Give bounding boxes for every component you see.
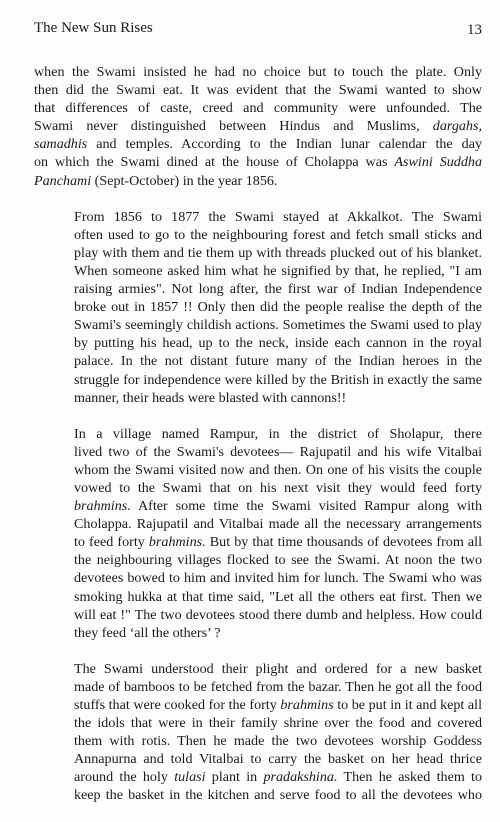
text-line: palace. In the not distant future many of the Indian heroes in the [74,353,482,370]
italic-term: Aswini Suddha [394,154,482,171]
text-line: devotees bowed to him and invited him for lunch. The Swami who was [74,570,482,587]
text-line: In a village named Rampur, in the district of Sholapur, there [74,425,482,442]
italic-term: samadhis [34,136,88,153]
italic-term: brahmins [280,697,334,713]
italic-term: dargahs, [432,118,482,135]
text-line: they feed ‘all the others’ ? [74,624,221,641]
running-head: The New Sun Rises [34,20,153,36]
text-line: around the holy tulasi plant in pradakshina. Then he asked them to [74,769,483,786]
text-line: Panchami (Sept-October) in the year 1856. [34,172,278,189]
paragraph-1 [34,63,482,190]
text-line: Annapurna and told Vitalbai to carry the basket on her head thrice [74,751,482,768]
text-line: when the Swami insisted he had no choice but to touch the plate. Only [34,64,482,80]
text-line: the idols that were in their family shrine over the food and covered [74,715,482,732]
italic-term: Panchami [34,172,92,189]
text-line: them with rotis. Then he made the two devotees worship Goddess [74,733,482,750]
text-line: Cholappa. Rajupatil and Vitalbai made all the necessary arrangements [74,516,482,533]
text-line: When someone asked him what he signified by that, he replied, "I am [74,262,482,279]
text-line: to feed forty brahmins. But by that time thousands of devotees from all [74,534,482,551]
text-line: that differences of caste, creed and community were unfounded. The [34,100,482,117]
paragraph-2 [34,208,482,407]
text-line: vowed to the Swami that on his next visit they would feed forty [74,479,482,496]
text-line: brahmins. After some time the Swami visited Rampur along with [74,498,482,515]
text-line: samadhis and temples. According to the Indian lunar calendar the day [34,136,482,153]
text-line: often used to go to the neighbouring forest and fetch small sticks and [74,226,482,243]
text-line: raising armies". Not long after, the first war of Indian Independence [74,281,482,298]
page-header [34,20,482,42]
paragraph-3 [34,425,482,642]
text-line: lived two of the Swami's devotees— Rajupatil and his wife Vitalbai [74,443,482,460]
text-line: struggle for independence were killed by the British in exactly the same [74,371,482,388]
text-line: will eat !" The two devotees stood there dumb and helpless. How could [74,606,482,623]
text-line: on which the Swami dined at the house of Cholappa was Aswini Suddha [34,154,482,171]
text-line: Swami never distinguished between Hindus and Muslims, dargahs, [34,118,482,135]
text-line: by putting his head, up to the neck, inside each cannon in the royal [74,335,482,352]
italic-term: tulasi [174,769,206,786]
text-line: then did the Swami eat. It was evident that the Swami wanted to show [34,82,482,99]
text-line: manner, their heads were blasted with cannons!! [74,389,347,406]
text-line: made of bamboos to be fetched from the bazar. Then he got all the food [74,678,482,695]
italic-term: brahmins. [148,534,206,551]
paragraph-4 [34,660,482,805]
italic-term: brahmins. [74,498,131,515]
text-line: whom the Swami visited now and then. On one of his visits the couple [74,461,482,478]
italic-term: pradakshina. [263,769,338,786]
body-text [34,63,482,805]
text-line: The Swami understood their plight and ordered for a new basket [74,660,482,677]
text-line: Swami's seemingly childish actions. Sometimes the Swami used to play [74,317,482,334]
text-line: broke out in 1857 !! Only then did the people realise the depth of the [74,299,482,316]
text-line: From 1856 to 1877 the Swami stayed at Akkalkot. The Swami [74,208,482,225]
text-line: smoking hukka at that time said, "Let all the others eat first. Then we [74,588,482,605]
text-line: play with them and tie them up with threads plucked out of his blanket. [74,244,482,261]
text-line: keep the basket in the kitchen and serve food to all the devotees who [74,787,482,804]
page-number: 13 [467,22,482,38]
text-line: the neighbouring villages flocked to see the Swami. At noon the two [74,552,482,569]
text-line: stuffs that were cooked for the forty brahmins to be put in it and kept all [74,697,482,713]
